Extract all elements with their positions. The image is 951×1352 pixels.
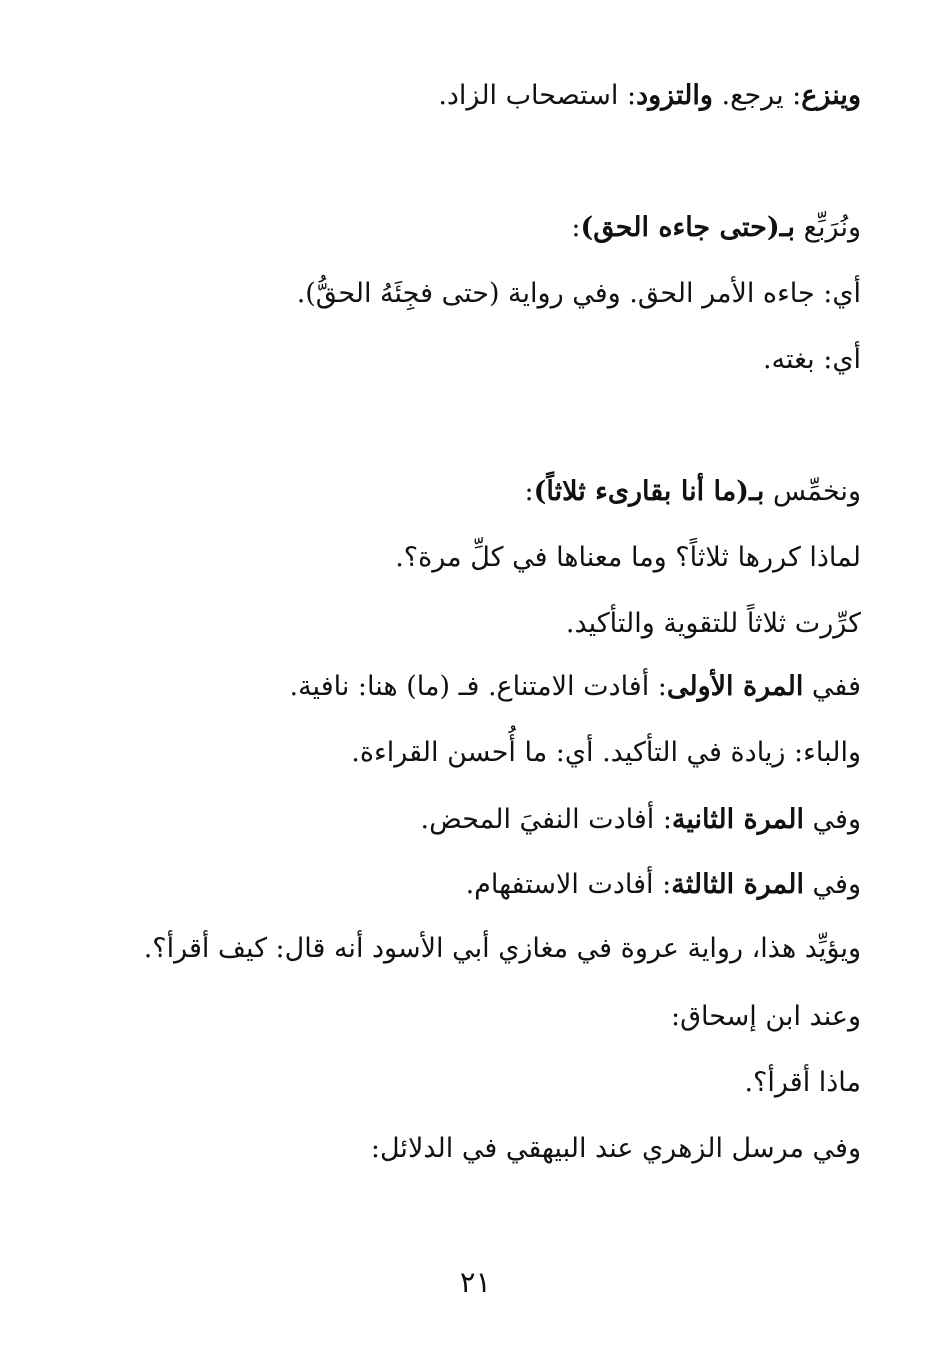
line-text: وفي مرسل الزهري عند البيهقي في الدلائل: [370, 1133, 861, 1164]
line-text: كرِّرت ثلاثاً للتقوية والتأكيد. [565, 608, 861, 639]
line-text: : يرجع. [712, 80, 802, 111]
text-line-9 [90, 733, 861, 773]
text-line-7 [90, 604, 861, 644]
text-line-8 [90, 667, 861, 707]
text-line-5 [90, 472, 861, 512]
line-text: والباء: زيادة في التأكيد. أي: ما أُحسن القراءة. [351, 737, 861, 768]
text-line-2 [90, 208, 861, 248]
text-line-1 [90, 76, 861, 116]
text-line-12 [90, 929, 861, 969]
text-line-11 [90, 865, 861, 905]
text-line-10 [90, 800, 861, 840]
bold-term: المرة الثالثة [671, 869, 804, 900]
line-text: : أفادت الامتناع. فـ (ما) هنا: نافية. [289, 671, 667, 702]
bold-heading: بـ(ما أنا بقارىء ثلاثاً) [533, 476, 765, 507]
line-text: ففي [803, 671, 861, 702]
line-text: : [571, 212, 581, 243]
line-text: وعند ابن إسحاق: [670, 1001, 861, 1032]
page-number: ٢١ [459, 1265, 492, 1299]
line-text: لماذا كررها ثلاثاً؟ وما معناها في كلِّ مرة؟. [395, 542, 861, 573]
line-text: أي: بغته. [762, 344, 861, 375]
line-text: ونخمِّس [764, 476, 861, 507]
bold-term: المرة الثانية [671, 804, 804, 835]
text-line-13 [90, 997, 861, 1037]
text-line-3 [90, 274, 861, 314]
bold-term: المرة الأولى [666, 671, 804, 702]
text-line-15 [90, 1129, 861, 1169]
line-text: وفي [803, 869, 861, 900]
line-text: أي: جاءه الأمر الحق. وفي رواية (حتى فجِئَهُ الحقُّ). [296, 278, 861, 309]
line-text: ويؤيِّد هذا، رواية عروة في مغازي أبي الأسود أنه قال: كيف أقرأ؟. [143, 933, 861, 964]
line-text: : استصحاب الزاد. [438, 80, 637, 111]
line-text: : [524, 476, 534, 507]
line-text: ونُرَبِّع [795, 212, 861, 243]
bold-term: والتزود [636, 80, 713, 111]
text-line-14 [90, 1063, 861, 1103]
line-text: ماذا أقرأ؟. [744, 1067, 861, 1098]
line-text: : أفادت النفيَ المحض. [420, 804, 672, 835]
line-text: وفي [803, 804, 861, 835]
text-line-4 [90, 340, 861, 380]
bold-term: وينزع [801, 80, 861, 111]
bold-heading: بـ(حتى جاءه الحق) [580, 212, 796, 243]
line-text: : أفادت الاستفهام. [465, 869, 672, 900]
text-line-6 [90, 538, 861, 578]
